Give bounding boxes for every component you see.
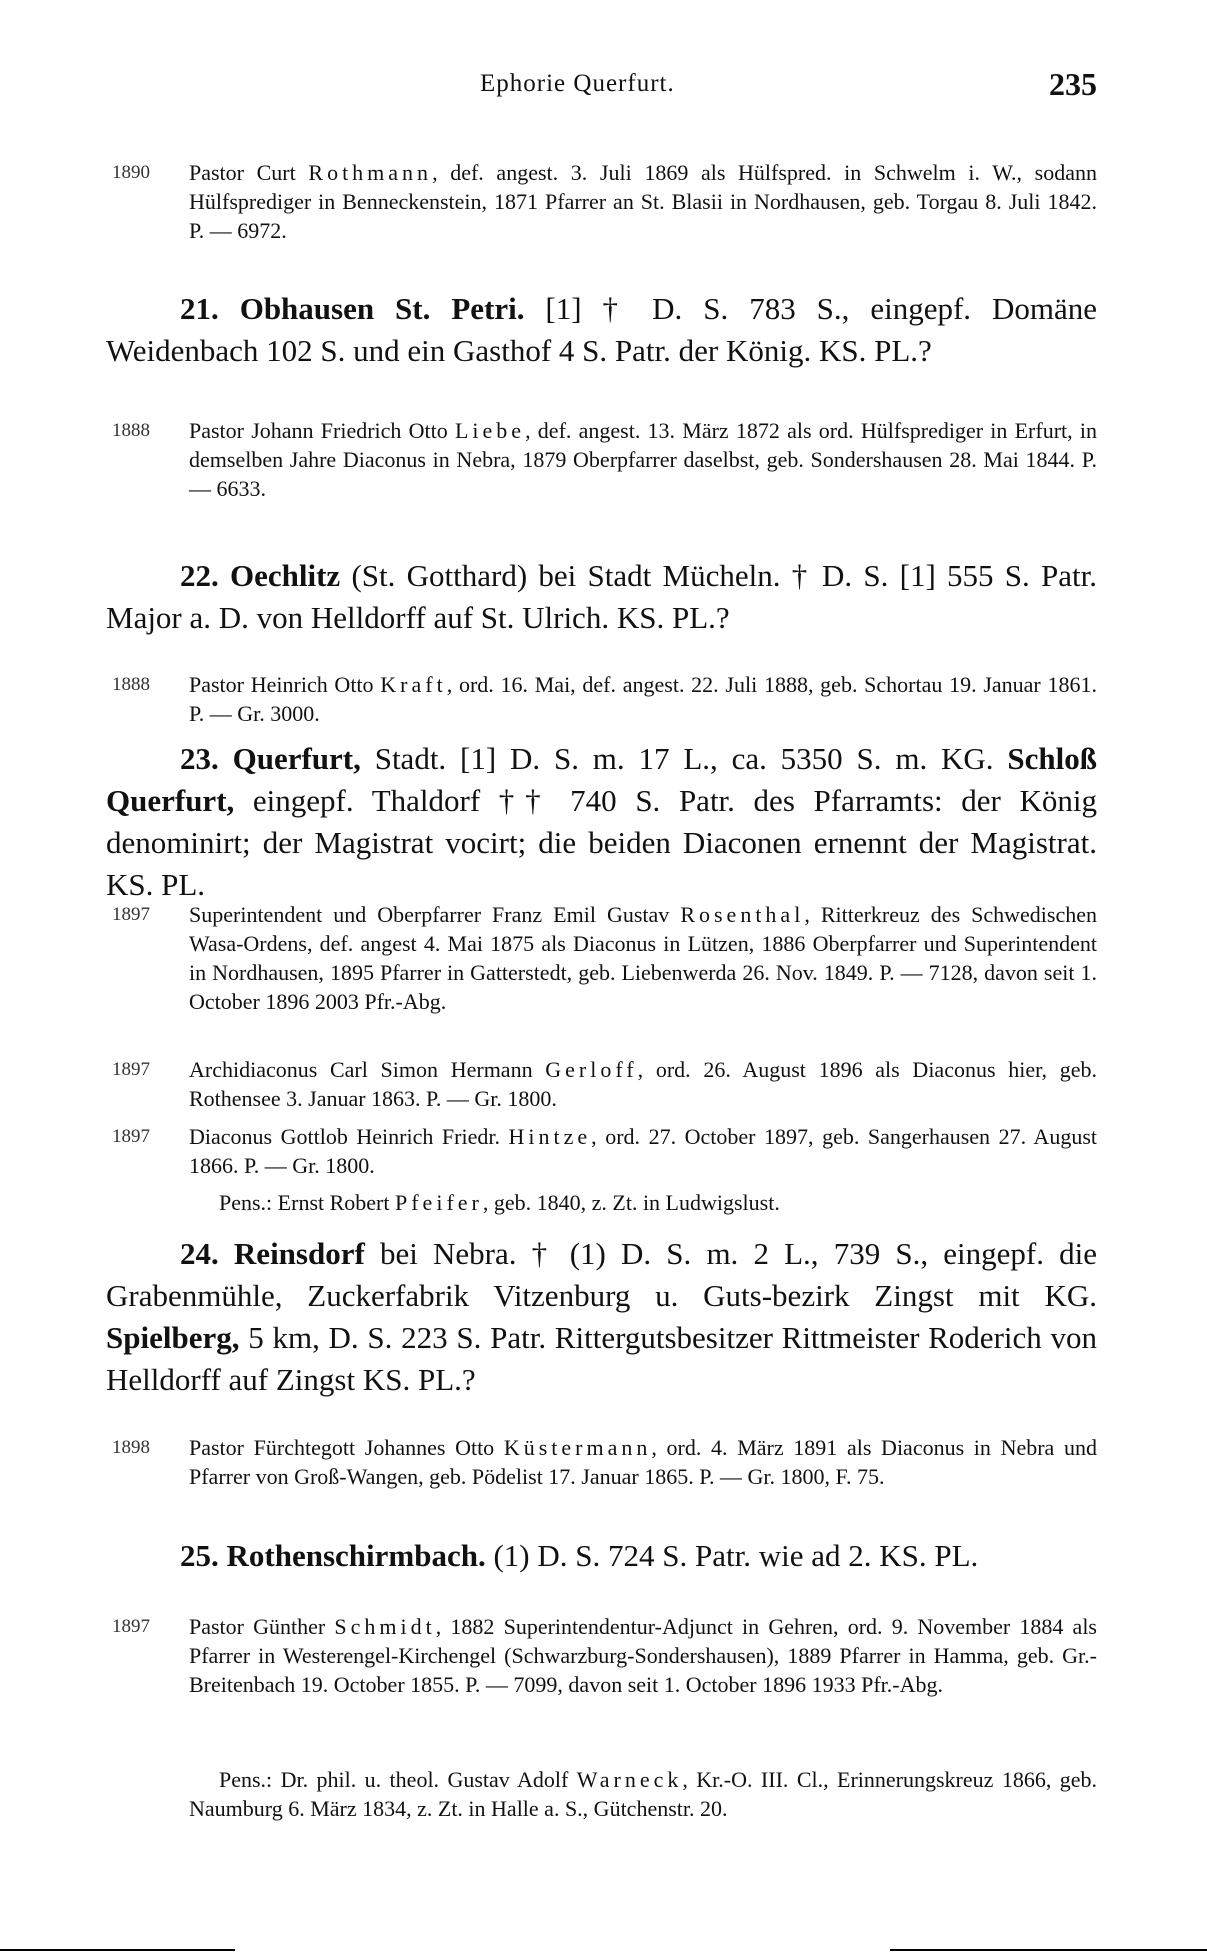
sub-parish-name: Schloß Querfurt, xyxy=(106,741,1098,818)
clergy-entry xyxy=(112,416,1097,503)
clergy-entry xyxy=(112,1122,1097,1180)
parish-name: Obhausen St. Petri. xyxy=(239,291,525,326)
parish-number: 22. xyxy=(180,558,219,593)
parish-name: Rothenschirmbach. xyxy=(226,1538,486,1573)
parish-heading xyxy=(106,1233,1097,1401)
text: , geb. 1840, z. Zt. in Ludwigslust. xyxy=(482,1190,780,1215)
surname: Rothmann xyxy=(308,160,433,185)
text: Pastor Curt xyxy=(189,160,309,185)
surname: Küstermann xyxy=(503,1435,652,1460)
entry-year: 1888 xyxy=(112,674,150,695)
surname: Rosenthal xyxy=(680,902,805,927)
text: , def. angest. 3. Juli 1869 als Hülfspred. in Schwelm i. W., sodann Hülfsprediger in Benneckenstein, 1871 Pfarrer an St. Blasii in Nordhausen, geb. Torgau 8. Juli 1842. P. — 6972. xyxy=(189,160,1097,243)
surname: Kraft xyxy=(380,672,447,697)
text: , ord. 4. März 1891 als Diaconus in Nebra und Pfarrer von Groß-Wangen, geb. Pödelist 17. Januar 1865. P. — Gr. 1800, F. 75. xyxy=(189,1435,1097,1489)
text: Pastor Heinrich Otto xyxy=(189,672,381,697)
parish-text: 5 km, D. S. 223 S. Patr. Rittergutsbesitzer Rittmeister Roderich von Helldorff auf Zingst KS. PL.? xyxy=(106,1320,1097,1397)
entry-text xyxy=(189,1612,1097,1699)
entry-year: 1897 xyxy=(112,904,150,925)
parish-number: 23. xyxy=(180,741,219,776)
scan-edge-line xyxy=(890,1949,1207,1951)
entry-text xyxy=(189,670,1097,728)
entry-year: 1897 xyxy=(112,1616,150,1637)
entry-year: 1897 xyxy=(112,1126,150,1147)
text: Pastor Johann Friedrich Otto xyxy=(189,418,455,443)
entry-text xyxy=(189,1122,1097,1180)
parish-number: 25. xyxy=(180,1538,219,1573)
parish-text: (1) D. S. 724 S. Patr. wie ad 2. KS. PL. xyxy=(485,1538,979,1573)
surname: Schmidt xyxy=(334,1614,436,1639)
parish-name: Oechlitz xyxy=(230,558,341,593)
pensioner-note xyxy=(189,1188,1097,1217)
parish-heading xyxy=(106,1535,1097,1577)
text: Pastor Fürchtegott Johannes Otto xyxy=(189,1435,504,1460)
clergy-entry xyxy=(112,158,1097,245)
text: Pastor Günther xyxy=(189,1614,335,1639)
parish-text: eingepf. Thaldorf †† 740 S. Patr. des Pfarramts: der König denominirt; der Magistrat vocirt; die beiden Diaconen ernennt der Magistrat. KS. PL. xyxy=(106,783,1097,902)
clergy-entry xyxy=(112,1055,1097,1113)
parish-text: Stadt. [1] D. S. m. 17 L., ca. 5350 S. m. KG. xyxy=(360,741,1008,776)
sub-parish-name: Spielberg, xyxy=(106,1320,240,1355)
entry-text xyxy=(189,416,1097,503)
parish-heading xyxy=(106,738,1097,906)
entry-year: 1897 xyxy=(112,1059,150,1080)
parish-heading xyxy=(106,288,1097,372)
surname: Hintze xyxy=(508,1124,592,1149)
parish-text: [1] † D. S. 783 S., eingepf. Domäne Weidenbach 102 S. und ein Gasthof 4 S. Patr. der König. KS. PL.? xyxy=(106,291,1097,368)
text: Archidiaconus Carl Simon Hermann xyxy=(189,1057,546,1082)
text: , ord. 16. Mai, def. angest. 22. Juli 1888, geb. Schortau 19. Januar 1861. P. — Gr. 3000. xyxy=(189,672,1097,726)
entry-text xyxy=(189,158,1097,245)
clergy-entry xyxy=(112,900,1097,1016)
text: , ord. 26. August 1896 als Diaconus hier, geb. Rothensee 3. Januar 1863. P. — Gr. 1800. xyxy=(189,1057,1097,1111)
parish-text: bei Nebra. † (1) D. S. m. 2 L., 739 S., eingepf. die Grabenmühle, Zuckerfabrik Vitzenburg u. Guts-bezirk Zingst mit KG. xyxy=(106,1236,1098,1313)
entry-year: 1898 xyxy=(112,1437,150,1458)
surname: Warneck xyxy=(576,1767,683,1792)
page-number: 235 xyxy=(1049,66,1097,102)
entry-year: 1888 xyxy=(112,420,150,441)
clergy-entry xyxy=(112,670,1097,728)
parish-number: 24. xyxy=(180,1236,219,1271)
parish-name: Querfurt, xyxy=(232,741,361,776)
text: Pens.: Ernst Robert xyxy=(219,1190,395,1215)
text: , Kr.-O. III. Cl., Erinnerungskreuz 1866, geb. Naumburg 6. März 1834, z. Zt. in Halle a. S., Gütchenstr. 20. xyxy=(189,1767,1097,1821)
clergy-entry xyxy=(112,1612,1097,1699)
text: Superintendent und Oberpfarrer Franz Emil Gustav xyxy=(189,902,681,927)
surname: Gerloff xyxy=(545,1057,638,1082)
entry-year: 1890 xyxy=(112,162,150,183)
text: , def. angest. 13. März 1872 als ord. Hülfsprediger in Erfurt, in demselben Jahre Diaconus in Nebra, 1879 Oberpfarrer daselbst, geb. Sondershausen 28. Mai 1844. P. — 6633. xyxy=(189,418,1097,501)
parish-text: (St. Gotthard) bei Stadt Mücheln. † D. S. [1] 555 S. Patr. Major a. D. von Helldorff auf St. Ulrich. KS. PL.? xyxy=(106,558,1098,635)
entry-text xyxy=(189,1055,1097,1113)
text: , 1882 Superintendentur-Adjunct in Gehren, ord. 9. November 1884 als Pfarrer in Westerengel-Kirchengel (Schwarzburg-Sondershausen), 1889 Pfarrer in Hamma, geb. Gr.-Breitenbach 19. October 1855. P. — 7099, davon seit 1. October 1896 1933 Pfr.-Abg. xyxy=(189,1614,1097,1697)
text: , ord. 27. October 1897, geb. Sangerhausen 27. August 1866. P. — Gr. 1800. xyxy=(189,1124,1097,1178)
text: Pens.: Dr. phil. u. theol. Gustav Adolf xyxy=(219,1767,577,1792)
surname: Liebe xyxy=(454,418,526,443)
text: Diaconus Gottlob Heinrich Friedr. xyxy=(189,1124,509,1149)
parish-name: Reinsdorf xyxy=(233,1236,365,1271)
scan-edge-line xyxy=(0,1949,235,1951)
clergy-entry xyxy=(112,1433,1097,1491)
parish-heading xyxy=(106,555,1097,639)
entry-text xyxy=(189,900,1097,1016)
text: , Ritterkreuz des Schwedischen Wasa-Ordens, def. angest 4. Mai 1875 als Diaconus in Lützen, 1886 Oberpfarrer und Superintendent in Nordhausen, 1895 Pfarrer in Gatterstedt, geb. Liebenwerda 26. Nov. 1849. P. — 7128, davon seit 1. October 1896 2003 Pfr.-Abg. xyxy=(189,902,1098,1014)
running-title: Ephorie Querfurt. xyxy=(480,70,675,97)
pensioner-note xyxy=(189,1765,1097,1823)
parish-number: 21. xyxy=(180,291,219,326)
running-header xyxy=(0,66,1207,106)
entry-text xyxy=(189,1433,1097,1491)
surname: Pfeifer xyxy=(395,1190,483,1215)
